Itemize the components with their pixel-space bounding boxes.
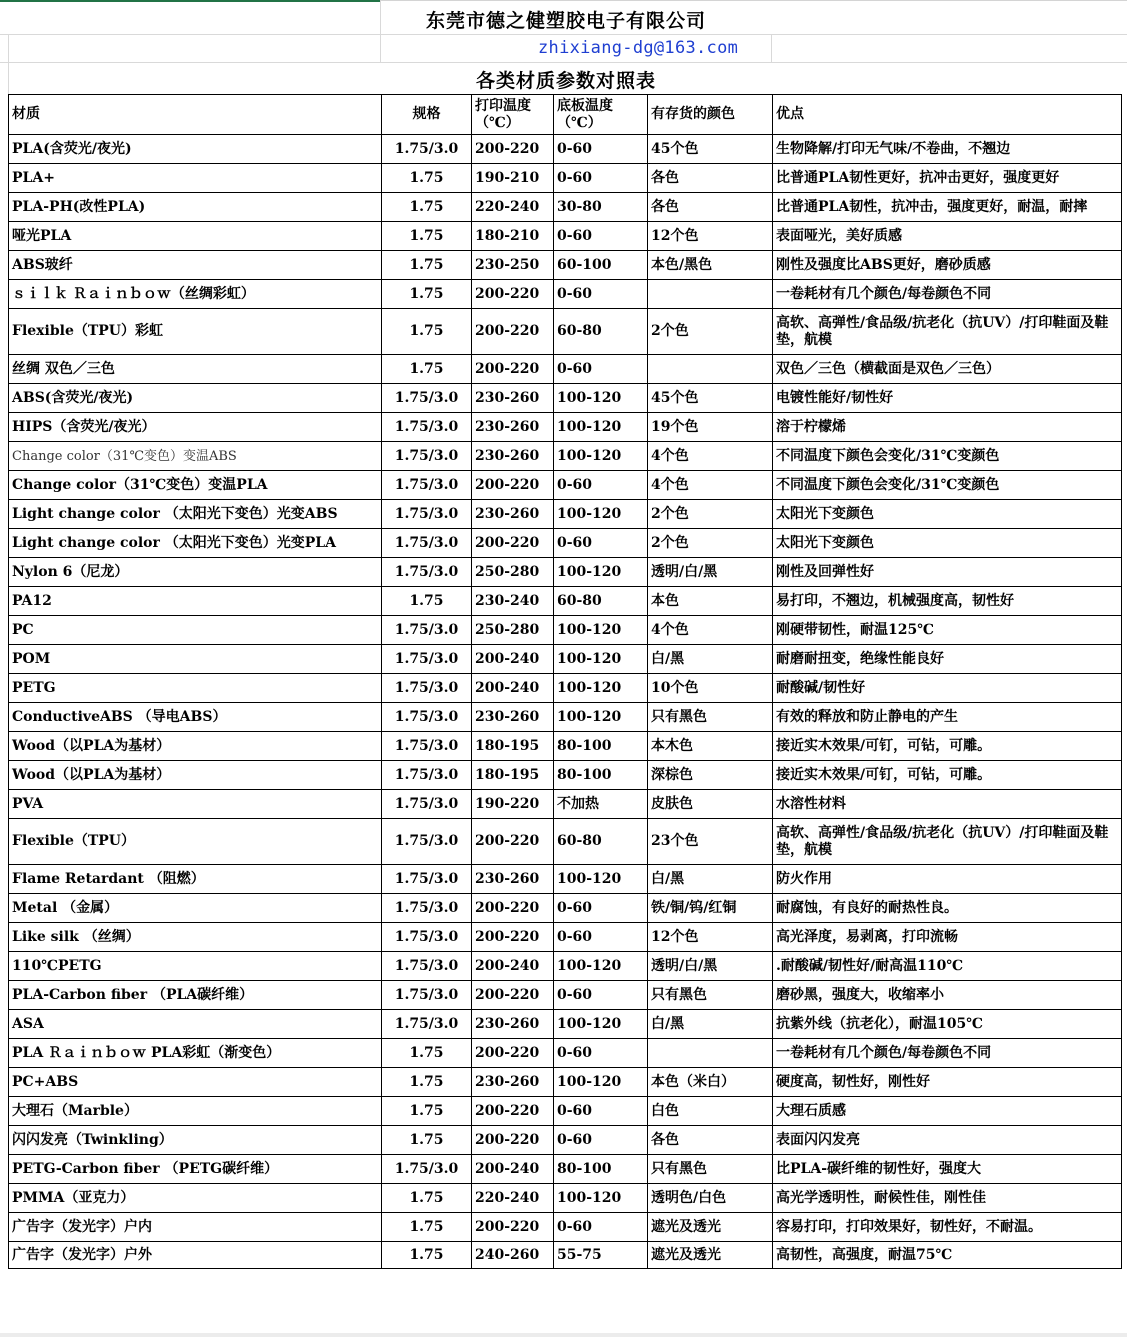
cell-advantages[interactable]: 电镀性能好/韧性好 bbox=[773, 384, 1122, 413]
cell-print-temp[interactable]: 250-280 bbox=[472, 558, 554, 587]
table-row bbox=[9, 981, 1122, 1010]
cell-material[interactable]: Change color（31℃变色）变温PLA bbox=[9, 471, 382, 500]
cell-advantages[interactable]: 高软、高弹性/食品级/抗老化（抗UV）/打印鞋面及鞋垫，航模 bbox=[773, 309, 1122, 355]
cell-bed-temp[interactable]: 0-60 bbox=[554, 135, 648, 164]
cell-material[interactable]: Wood（以PLA为基材） bbox=[9, 761, 382, 790]
cell-spec[interactable]: 1.75/3.0 bbox=[382, 1010, 472, 1039]
cell-spec[interactable]: 1.75 bbox=[382, 1068, 472, 1097]
cell-colors[interactable]: 各色 bbox=[648, 1126, 773, 1155]
table-row bbox=[9, 1126, 1122, 1155]
cell-print-temp[interactable]: 230-260 bbox=[472, 384, 554, 413]
cell-spec[interactable]: 1.75 bbox=[382, 355, 472, 384]
materials-table bbox=[8, 94, 1122, 1269]
cell-material[interactable]: PC bbox=[9, 616, 382, 645]
cell-advantages[interactable]: 溶于柠檬烯 bbox=[773, 413, 1122, 442]
cell-advantages[interactable]: 高软、高弹性/食品级/抗老化（抗UV）/打印鞋面及鞋垫，航模 bbox=[773, 819, 1122, 865]
cell-colors[interactable]: 铁/铜/钨/红铜 bbox=[648, 894, 773, 923]
cell-material[interactable]: Change color（31℃变色）变温ABS bbox=[9, 442, 382, 471]
table-row bbox=[9, 587, 1122, 616]
cell-advantages[interactable]: 比PLA-碳纤维的韧性好，强度大 bbox=[773, 1155, 1122, 1184]
cell-advantages[interactable]: 大理石质感 bbox=[773, 1097, 1122, 1126]
cell-print-temp[interactable]: 200-220 bbox=[472, 819, 554, 865]
cell-material[interactable]: 闪闪发亮（Twinkling） bbox=[9, 1126, 382, 1155]
table-row bbox=[9, 251, 1122, 280]
cell-spec[interactable]: 1.75/3.0 bbox=[382, 732, 472, 761]
table-row bbox=[9, 413, 1122, 442]
cell-advantages[interactable]: 刚性及回弹性好 bbox=[773, 558, 1122, 587]
cell-bed-temp[interactable]: 100-120 bbox=[554, 558, 648, 587]
cell-colors[interactable]: 白/黑 bbox=[648, 865, 773, 894]
cell-print-temp[interactable]: 230-260 bbox=[472, 413, 554, 442]
cell-advantages[interactable]: 防火作用 bbox=[773, 865, 1122, 894]
header-bed-temp[interactable]: 底板温度 （℃） bbox=[554, 95, 648, 135]
cell-colors[interactable]: 各色 bbox=[648, 193, 773, 222]
cell-advantages[interactable]: 硬度高，韧性好，刚性好 bbox=[773, 1068, 1122, 1097]
cell-material[interactable]: Flexible（TPU）彩虹 bbox=[9, 309, 382, 355]
cell-print-temp[interactable]: 190-210 bbox=[472, 164, 554, 193]
cell-bed-temp[interactable]: 100-120 bbox=[554, 865, 648, 894]
cell-advantages[interactable]: 比普通PLA韧性，抗冲击，强度更好，耐温，耐摔 bbox=[773, 193, 1122, 222]
header-print-temp[interactable]: 打印温度 （℃） bbox=[472, 95, 554, 135]
table-row bbox=[9, 1068, 1122, 1097]
cell-material[interactable]: Nylon 6（尼龙） bbox=[9, 558, 382, 587]
cell-advantages[interactable]: 耐磨耐扭变，绝缘性能良好 bbox=[773, 645, 1122, 674]
cell-spec[interactable]: 1.75/3.0 bbox=[382, 384, 472, 413]
cell-spec[interactable]: 1.75/3.0 bbox=[382, 442, 472, 471]
cell-spec[interactable]: 1.75 bbox=[382, 1039, 472, 1068]
cell-spec[interactable]: 1.75/3.0 bbox=[382, 923, 472, 952]
cell-spec[interactable]: 1.75 bbox=[382, 1126, 472, 1155]
cell-print-temp[interactable]: 200-220 bbox=[472, 1126, 554, 1155]
cell-print-temp[interactable]: 200-220 bbox=[472, 309, 554, 355]
cell-bed-temp[interactable]: 100-120 bbox=[554, 952, 648, 981]
cell-spec[interactable]: 1.75/3.0 bbox=[382, 413, 472, 442]
cell-material[interactable]: Light change color （太阳光下变色）光变PLA bbox=[9, 529, 382, 558]
cell-print-temp[interactable]: 230-260 bbox=[472, 442, 554, 471]
cell-bed-temp[interactable]: 80-100 bbox=[554, 732, 648, 761]
cell-bed-temp[interactable]: 0-60 bbox=[554, 280, 648, 309]
cell-bed-temp[interactable]: 0-60 bbox=[554, 529, 648, 558]
cell-colors[interactable]: 遮光及透光 bbox=[648, 1213, 773, 1242]
cell-colors[interactable]: 4个色 bbox=[648, 471, 773, 500]
cell-print-temp[interactable]: 230-260 bbox=[472, 500, 554, 529]
table-row bbox=[9, 193, 1122, 222]
table-row bbox=[9, 1010, 1122, 1039]
sheet-title: 各类材质参数对照表 bbox=[475, 70, 656, 92]
cell-print-temp[interactable]: 200-220 bbox=[472, 355, 554, 384]
table-row bbox=[9, 309, 1122, 355]
cell-material[interactable]: PMMA（亚克力） bbox=[9, 1184, 382, 1213]
cell-material[interactable]: PLA(含荧光/夜光) bbox=[9, 135, 382, 164]
cell-colors[interactable]: 本木色 bbox=[648, 732, 773, 761]
company-name: 东莞市德之健塑胶电子有限公司 bbox=[425, 10, 706, 32]
table-row bbox=[9, 135, 1122, 164]
cell-spec[interactable]: 1.75 bbox=[382, 1213, 472, 1242]
cell-colors[interactable]: 4个色 bbox=[648, 616, 773, 645]
cell-print-temp[interactable]: 230-260 bbox=[472, 865, 554, 894]
cell-colors[interactable]: 只有黑色 bbox=[648, 703, 773, 732]
cell-spec[interactable]: 1.75/3.0 bbox=[382, 819, 472, 865]
cell-spec[interactable]: 1.75 bbox=[382, 587, 472, 616]
cell-spec[interactable]: 1.75/3.0 bbox=[382, 529, 472, 558]
cell-print-temp[interactable]: 200-220 bbox=[472, 471, 554, 500]
cell-colors[interactable]: 只有黑色 bbox=[648, 981, 773, 1010]
cell-colors[interactable]: 19个色 bbox=[648, 413, 773, 442]
header-material[interactable]: 材质 bbox=[9, 95, 382, 135]
cell-material[interactable]: Light change color （太阳光下变色）光变ABS bbox=[9, 500, 382, 529]
cell-bed-temp[interactable]: 0-60 bbox=[554, 222, 648, 251]
cell-advantages[interactable]: 表面哑光，美好质感 bbox=[773, 222, 1122, 251]
cell-spec[interactable]: 1.75/3.0 bbox=[382, 1155, 472, 1184]
table-row bbox=[9, 558, 1122, 587]
cell-material[interactable]: Metal （金属） bbox=[9, 894, 382, 923]
cell-material[interactable]: Wood（以PLA为基材） bbox=[9, 732, 382, 761]
cell-colors[interactable]: 2个色 bbox=[648, 309, 773, 355]
cell-advantages[interactable]: 太阳光下变颜色 bbox=[773, 529, 1122, 558]
cell-bed-temp[interactable]: 60-100 bbox=[554, 251, 648, 280]
cell-colors[interactable] bbox=[648, 1039, 773, 1068]
cell-bed-temp[interactable]: 0-60 bbox=[554, 1213, 648, 1242]
cell-print-temp[interactable]: 230-260 bbox=[472, 1068, 554, 1097]
cell-print-temp[interactable]: 200-220 bbox=[472, 280, 554, 309]
cell-colors[interactable]: 本色（米白） bbox=[648, 1068, 773, 1097]
cell-bed-temp[interactable]: 100-120 bbox=[554, 1184, 648, 1213]
cell-advantages[interactable]: 高韧性，高强度，耐温75℃ bbox=[773, 1242, 1122, 1269]
cell-bed-temp[interactable]: 60-80 bbox=[554, 587, 648, 616]
table-row bbox=[9, 645, 1122, 674]
cell-material[interactable]: Flame Retardant （阻燃） bbox=[9, 865, 382, 894]
cell-advantages[interactable]: 接近实木效果/可钉，可钻，可雕。 bbox=[773, 732, 1122, 761]
cell-print-temp[interactable]: 200-220 bbox=[472, 1039, 554, 1068]
cell-spec[interactable]: 1.75 bbox=[382, 251, 472, 280]
cell-bed-temp[interactable]: 100-120 bbox=[554, 500, 648, 529]
cell-material[interactable]: ABS玻纤 bbox=[9, 251, 382, 280]
cell-colors[interactable]: 10个色 bbox=[648, 674, 773, 703]
table-row bbox=[9, 355, 1122, 384]
cell-bed-temp[interactable]: 80-100 bbox=[554, 761, 648, 790]
cell-bed-temp[interactable]: 0-60 bbox=[554, 923, 648, 952]
cell-print-temp[interactable]: 200-220 bbox=[472, 981, 554, 1010]
cell-spec[interactable]: 1.75 bbox=[382, 193, 472, 222]
gridline bbox=[0, 62, 1127, 63]
cell-spec[interactable]: 1.75/3.0 bbox=[382, 952, 472, 981]
cell-colors[interactable]: 透明/白/黑 bbox=[648, 558, 773, 587]
cell-bed-temp[interactable]: 30-80 bbox=[554, 193, 648, 222]
cell-spec[interactable]: 1.75/3.0 bbox=[382, 703, 472, 732]
cell-bed-temp[interactable]: 100-120 bbox=[554, 413, 648, 442]
cell-bed-temp[interactable]: 100-120 bbox=[554, 703, 648, 732]
table-row bbox=[9, 819, 1122, 865]
cell-spec[interactable]: 1.75/3.0 bbox=[382, 471, 472, 500]
gridline bbox=[0, 34, 1127, 35]
cell-bed-temp[interactable]: 0-60 bbox=[554, 981, 648, 1010]
cell-material[interactable]: PVA bbox=[9, 790, 382, 819]
cell-colors[interactable]: 45个色 bbox=[648, 135, 773, 164]
cell-material[interactable]: HIPS（含荧光/夜光） bbox=[9, 413, 382, 442]
cell-bed-temp[interactable]: 100-120 bbox=[554, 1010, 648, 1039]
table-row bbox=[9, 761, 1122, 790]
cell-colors[interactable]: 白/黑 bbox=[648, 1010, 773, 1039]
cell-print-temp[interactable]: 200-240 bbox=[472, 645, 554, 674]
cell-colors[interactable]: 45个色 bbox=[648, 384, 773, 413]
table-row bbox=[9, 164, 1122, 193]
cell-colors[interactable]: 深棕色 bbox=[648, 761, 773, 790]
cell-colors[interactable]: 皮肤色 bbox=[648, 790, 773, 819]
cell-print-temp[interactable]: 230-250 bbox=[472, 251, 554, 280]
cell-advantages[interactable]: 不同温度下颜色会变化/31℃变颜色 bbox=[773, 442, 1122, 471]
cell-material[interactable]: 110℃PETG bbox=[9, 952, 382, 981]
cell-print-temp[interactable]: 200-220 bbox=[472, 894, 554, 923]
cell-print-temp[interactable]: 240-260 bbox=[472, 1242, 554, 1269]
header-spec[interactable]: 规格 bbox=[382, 95, 472, 135]
cell-advantages[interactable]: 容易打印，打印效果好，韧性好，不耐温。 bbox=[773, 1213, 1122, 1242]
cell-material[interactable]: ConductiveABS （导电ABS） bbox=[9, 703, 382, 732]
cell-material[interactable]: PA12 bbox=[9, 587, 382, 616]
email-address[interactable]: zhixiang-dg@163.com bbox=[538, 38, 739, 58]
cell-colors[interactable]: 各色 bbox=[648, 164, 773, 193]
header-colors[interactable]: 有存货的颜色 bbox=[648, 95, 773, 135]
cell-bed-temp[interactable]: 100-120 bbox=[554, 674, 648, 703]
cell-print-temp[interactable]: 230-260 bbox=[472, 703, 554, 732]
table-row bbox=[9, 1155, 1122, 1184]
cell-spec[interactable]: 1.75/3.0 bbox=[382, 790, 472, 819]
cell-material[interactable]: ｓｉｌｋ Ｒａｉｎｂｏｗ（丝绸彩虹） bbox=[9, 280, 382, 309]
cell-print-temp[interactable]: 220-240 bbox=[472, 1184, 554, 1213]
table-row bbox=[9, 790, 1122, 819]
cell-advantages[interactable]: .耐酸碱/韧性好/耐高温110℃ bbox=[773, 952, 1122, 981]
cell-colors[interactable]: 12个色 bbox=[648, 923, 773, 952]
cell-material[interactable]: ABS(含荧光/夜光) bbox=[9, 384, 382, 413]
cell-colors[interactable] bbox=[648, 280, 773, 309]
cell-colors[interactable] bbox=[648, 355, 773, 384]
table-row bbox=[9, 923, 1122, 952]
cell-colors[interactable]: 遮光及透光 bbox=[648, 1242, 773, 1269]
cell-spec[interactable]: 1.75 bbox=[382, 280, 472, 309]
cell-bed-temp[interactable]: 100-120 bbox=[554, 645, 648, 674]
cell-colors[interactable]: 透明色/白色 bbox=[648, 1184, 773, 1213]
cell-colors[interactable]: 2个色 bbox=[648, 500, 773, 529]
table-row bbox=[9, 703, 1122, 732]
cell-spec[interactable]: 1.75 bbox=[382, 1184, 472, 1213]
table-row bbox=[9, 865, 1122, 894]
cell-material[interactable]: 丝绸 双色／三色 bbox=[9, 355, 382, 384]
cell-colors[interactable]: 只有黑色 bbox=[648, 1155, 773, 1184]
table-row bbox=[9, 732, 1122, 761]
table-row bbox=[9, 952, 1122, 981]
cell-print-temp[interactable]: 180-210 bbox=[472, 222, 554, 251]
cell-colors[interactable]: 23个色 bbox=[648, 819, 773, 865]
cell-advantages[interactable]: 有效的释放和防止静电的产生 bbox=[773, 703, 1122, 732]
table-row bbox=[9, 1184, 1122, 1213]
cell-bed-temp[interactable]: 100-120 bbox=[554, 1068, 648, 1097]
bottom-scroll-area bbox=[0, 1333, 1127, 1337]
cell-spec[interactable]: 1.75/3.0 bbox=[382, 761, 472, 790]
cell-colors[interactable]: 4个色 bbox=[648, 442, 773, 471]
cell-advantages[interactable]: 一卷耗材有几个颜色/每卷颜色不同 bbox=[773, 280, 1122, 309]
cell-material[interactable]: PETG-Carbon fiber （PETG碳纤维） bbox=[9, 1155, 382, 1184]
cell-spec[interactable]: 1.75/3.0 bbox=[382, 135, 472, 164]
cell-bed-temp[interactable]: 不加热 bbox=[554, 790, 648, 819]
table-row bbox=[9, 500, 1122, 529]
cell-print-temp[interactable]: 200-240 bbox=[472, 1155, 554, 1184]
table-row bbox=[9, 1097, 1122, 1126]
cell-bed-temp[interactable]: 0-60 bbox=[554, 1039, 648, 1068]
cell-spec[interactable]: 1.75/3.0 bbox=[382, 894, 472, 923]
cell-bed-temp[interactable]: 100-120 bbox=[554, 384, 648, 413]
table-row bbox=[9, 384, 1122, 413]
cell-print-temp[interactable]: 200-220 bbox=[472, 135, 554, 164]
cell-print-temp[interactable]: 250-280 bbox=[472, 616, 554, 645]
table-row bbox=[9, 529, 1122, 558]
cell-spec[interactable]: 1.75 bbox=[382, 1242, 472, 1269]
cell-bed-temp[interactable]: 55-75 bbox=[554, 1242, 648, 1269]
cell-colors[interactable]: 本色/黑色 bbox=[648, 251, 773, 280]
cell-colors[interactable]: 白色 bbox=[648, 1097, 773, 1126]
cell-material[interactable]: Like silk （丝绸） bbox=[9, 923, 382, 952]
cell-material[interactable]: 广告字（发光字）户内 bbox=[9, 1213, 382, 1242]
cell-print-temp[interactable]: 200-220 bbox=[472, 1213, 554, 1242]
cell-bed-temp[interactable]: 100-120 bbox=[554, 616, 648, 645]
cell-print-temp[interactable]: 180-195 bbox=[472, 761, 554, 790]
cell-colors[interactable]: 白/黑 bbox=[648, 645, 773, 674]
cell-advantages[interactable]: 刚硬带韧性，耐温125℃ bbox=[773, 616, 1122, 645]
cell-bed-temp[interactable]: 0-60 bbox=[554, 894, 648, 923]
cell-material[interactable]: POM bbox=[9, 645, 382, 674]
cell-material[interactable]: 大理石（Marble） bbox=[9, 1097, 382, 1126]
cell-print-temp[interactable]: 180-195 bbox=[472, 732, 554, 761]
cell-print-temp[interactable]: 230-260 bbox=[472, 1010, 554, 1039]
cell-colors[interactable]: 本色 bbox=[648, 587, 773, 616]
cell-spec[interactable]: 1.75 bbox=[382, 1097, 472, 1126]
table-row bbox=[9, 894, 1122, 923]
table-row bbox=[9, 471, 1122, 500]
cell-material[interactable]: 广告字（发光字）户外 bbox=[9, 1242, 382, 1269]
table-row bbox=[9, 1039, 1122, 1068]
cell-material[interactable]: 哑光PLA bbox=[9, 222, 382, 251]
cell-advantages[interactable]: 刚性及强度比ABS更好，磨砂质感 bbox=[773, 251, 1122, 280]
cell-advantages[interactable]: 磨砂黑，强度大，收缩率小 bbox=[773, 981, 1122, 1010]
cell-bed-temp[interactable]: 60-80 bbox=[554, 819, 648, 865]
cell-advantages[interactable]: 高光泽度，易剥离，打印流畅 bbox=[773, 923, 1122, 952]
cell-advantages[interactable]: 接近实木效果/可钉，可钻，可雕。 bbox=[773, 761, 1122, 790]
cell-bed-temp[interactable]: 60-80 bbox=[554, 309, 648, 355]
cell-advantages[interactable]: 太阳光下变颜色 bbox=[773, 500, 1122, 529]
cell-print-temp[interactable]: 190-220 bbox=[472, 790, 554, 819]
cell-print-temp[interactable]: 200-240 bbox=[472, 674, 554, 703]
cell-spec[interactable]: 1.75 bbox=[382, 222, 472, 251]
table-row bbox=[9, 674, 1122, 703]
cell-advantages[interactable]: 高光学透明性，耐候性佳，刚性佳 bbox=[773, 1184, 1122, 1213]
cell-advantages[interactable]: 易打印，不翘边，机械强度高，韧性好 bbox=[773, 587, 1122, 616]
cell-colors[interactable]: 透明/白/黑 bbox=[648, 952, 773, 981]
cell-material[interactable]: PETG bbox=[9, 674, 382, 703]
cell-colors[interactable]: 2个色 bbox=[648, 529, 773, 558]
cell-advantages[interactable]: 生物降解/打印无气味/不卷曲，不翘边 bbox=[773, 135, 1122, 164]
cell-bed-temp[interactable]: 0-60 bbox=[554, 164, 648, 193]
cell-print-temp[interactable]: 220-240 bbox=[472, 193, 554, 222]
cell-material[interactable]: PLA-PH(改性PLA) bbox=[9, 193, 382, 222]
cell-advantages[interactable]: 抗紫外线（抗老化），耐温105℃ bbox=[773, 1010, 1122, 1039]
cell-spec[interactable]: 1.75/3.0 bbox=[382, 558, 472, 587]
cell-bed-temp[interactable]: 100-120 bbox=[554, 442, 648, 471]
cell-advantages[interactable]: 不同温度下颜色会变化/31℃变颜色 bbox=[773, 471, 1122, 500]
cell-spec[interactable]: 1.75 bbox=[382, 164, 472, 193]
cell-advantages[interactable]: 水溶性材料 bbox=[773, 790, 1122, 819]
table-row bbox=[9, 616, 1122, 645]
cell-advantages[interactable]: 一卷耗材有几个颜色/每卷颜色不同 bbox=[773, 1039, 1122, 1068]
cell-bed-temp[interactable]: 0-60 bbox=[554, 1126, 648, 1155]
cell-bed-temp[interactable]: 0-60 bbox=[554, 355, 648, 384]
cell-material[interactable]: PLA Ｒａｉｎｂｏｗ PLA彩虹（渐变色） bbox=[9, 1039, 382, 1068]
cell-spec[interactable]: 1.75/3.0 bbox=[382, 674, 472, 703]
cell-advantages[interactable]: 耐酸碱/韧性好 bbox=[773, 674, 1122, 703]
cell-spec[interactable]: 1.75/3.0 bbox=[382, 645, 472, 674]
cell-print-temp[interactable]: 200-240 bbox=[472, 952, 554, 981]
table-row bbox=[9, 1242, 1122, 1269]
cell-advantages[interactable]: 比普通PLA韧性更好，抗冲击更好，强度更好 bbox=[773, 164, 1122, 193]
table-row bbox=[9, 222, 1122, 251]
cell-spec[interactable]: 1.75/3.0 bbox=[382, 616, 472, 645]
cell-colors[interactable]: 12个色 bbox=[648, 222, 773, 251]
active-cell-indicator bbox=[0, 0, 380, 2]
table-row bbox=[9, 280, 1122, 309]
cell-spec[interactable]: 1.75 bbox=[382, 309, 472, 355]
cell-advantages[interactable]: 耐腐蚀，有良好的耐热性良。 bbox=[773, 894, 1122, 923]
cell-advantages[interactable]: 表面闪闪发亮 bbox=[773, 1126, 1122, 1155]
cell-print-temp[interactable]: 200-220 bbox=[472, 923, 554, 952]
cell-bed-temp[interactable]: 0-60 bbox=[554, 471, 648, 500]
cell-print-temp[interactable]: 200-220 bbox=[472, 529, 554, 558]
cell-bed-temp[interactable]: 0-60 bbox=[554, 1097, 648, 1126]
cell-bed-temp[interactable]: 80-100 bbox=[554, 1155, 648, 1184]
table-row bbox=[9, 442, 1122, 471]
table-row bbox=[9, 1213, 1122, 1242]
cell-material[interactable]: Flexible（TPU） bbox=[9, 819, 382, 865]
cell-spec[interactable]: 1.75/3.0 bbox=[382, 981, 472, 1010]
cell-print-temp[interactable]: 200-220 bbox=[472, 1097, 554, 1126]
gridline bbox=[771, 34, 772, 62]
header-advantages[interactable]: 优点 bbox=[773, 95, 1122, 135]
cell-advantages[interactable]: 双色／三色（横截面是双色／三色） bbox=[773, 355, 1122, 384]
cell-material[interactable]: PLA+ bbox=[9, 164, 382, 193]
cell-material[interactable]: PLA-Carbon fiber （PLA碳纤维） bbox=[9, 981, 382, 1010]
cell-material[interactable]: ASA bbox=[9, 1010, 382, 1039]
cell-print-temp[interactable]: 230-240 bbox=[472, 587, 554, 616]
header-row bbox=[9, 95, 1122, 135]
cell-spec[interactable]: 1.75/3.0 bbox=[382, 500, 472, 529]
cell-spec[interactable]: 1.75/3.0 bbox=[382, 865, 472, 894]
cell-material[interactable]: PC+ABS bbox=[9, 1068, 382, 1097]
